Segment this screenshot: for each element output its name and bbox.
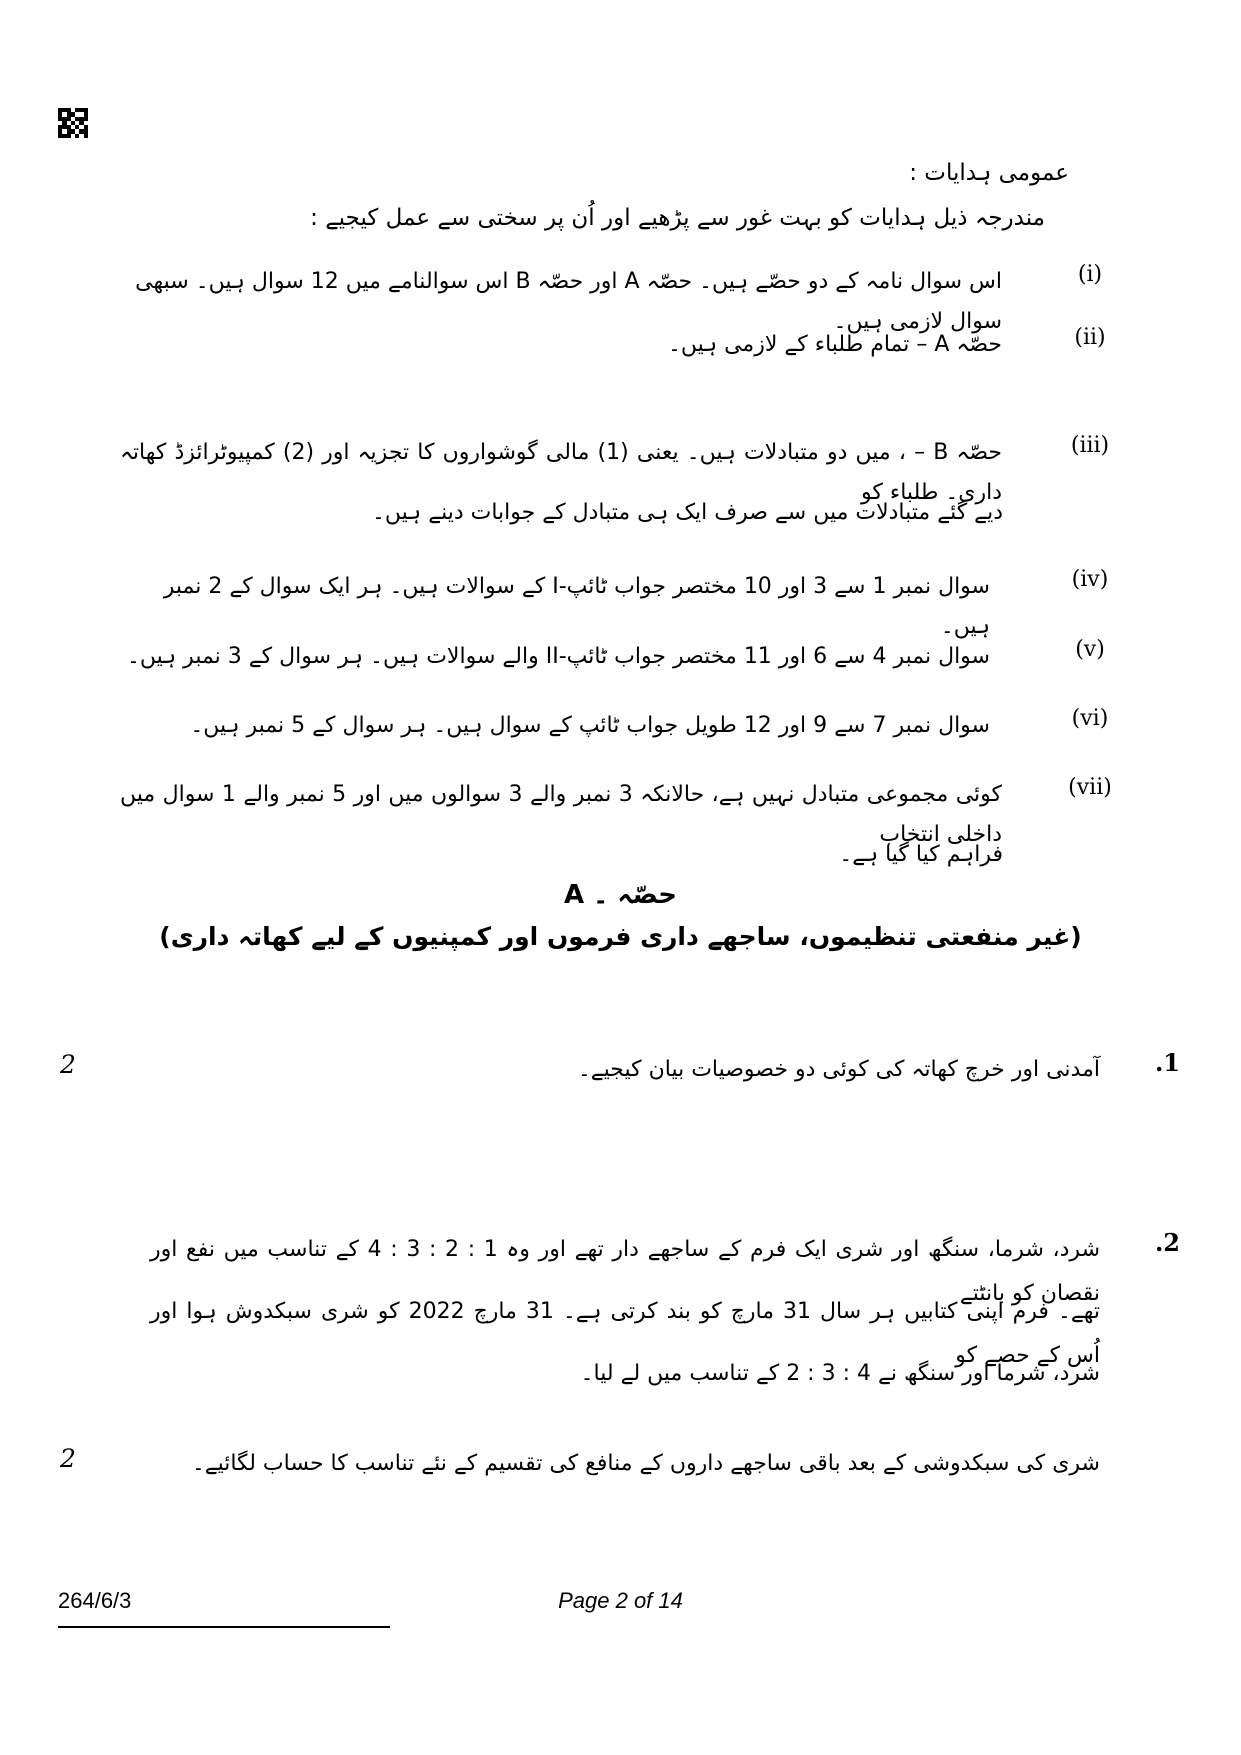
page-number: Page 2 of 14 (558, 1588, 683, 1613)
instruction-text: سوال نمبر 1 سے 3 اور 10 مختصر جواب ٹائپ-I کے سوالات ہیں۔ ہر ایک سوال کے 2 نمبر ہیں۔ (163, 574, 990, 639)
question-number: .2 (1154, 1228, 1180, 1257)
instruction-number: (vii) (1068, 775, 1112, 800)
question-2 (60, 1228, 1180, 1386)
question-text: آمدنی اور خرچ کھاتہ کی کوئی دو خصوصیات بیان کیجیے۔ (577, 1057, 1100, 1082)
instruction-item (120, 433, 1120, 505)
instruction-number: (v) (1075, 637, 1105, 662)
question-line: تھے۔ فرم اپنی کتابیں ہر سال 31 مارچ کو بند کرتی ہے۔ 31 مارچ 2022 کو شری سبکدوش ہوا اور اُس کے حصے کو (150, 1299, 1100, 1368)
question-marks: 2 (60, 1444, 76, 1473)
instruction-text: اس سوال نامہ کے دو حصّے ہیں۔ حصّہ A اور حصّہ B اس سوالنامے میں 12 سوال ہیں۔ سبھی سوال لازمی ہیں۔ (135, 269, 1002, 334)
footer-underline (58, 1626, 390, 1628)
qr-code-icon (58, 108, 88, 138)
instruction-item (120, 567, 1120, 639)
instructions-intro: مندرجہ ذیل ہدایات کو بہت غور سے پڑھیے اور اُن پر سختی سے عمل کیجیے : (310, 205, 1045, 231)
instruction-number: (i) (1077, 262, 1103, 287)
instruction-text: سوال نمبر 4 سے 6 اور 11 مختصر جواب ٹائپ-II والے سوالات ہیں۔ ہر سوال کے 3 نمبر ہیں۔ (127, 644, 990, 669)
instruction-number: (iv) (1071, 567, 1109, 592)
instruction-text: حصّہ B – ، میں دو متبادلات ہیں۔ یعنی (1) مالی گوشواروں کا تجزیہ اور (2) کمپیوٹرائزڈ کھاتہ داری۔ طلباء کو (120, 440, 1003, 505)
instructions-heading: عمومی ہدایات : (909, 160, 1069, 186)
question-line: شرد، شرما اور سنگھ نے 4 : 3 : 2 کے تناسب میں لے لیا۔ (580, 1361, 1100, 1386)
instruction-continuation: دیے گئے متبادلات میں سے صرف ایک ہی متبادل کے جوابات دینے ہیں۔ (372, 500, 1003, 525)
question-marks: 2 (60, 1050, 76, 1079)
section-subtitle: (غیر منفعتی تنظیموں، ساجھے داری فرموں اور کمپنیوں کے لیے کھاتہ داری) (159, 922, 1082, 951)
instruction-item (120, 775, 1120, 847)
instruction-item (120, 706, 1120, 746)
question-task: شری کی سبکدوشی کے بعد باقی ساجھے داروں کے منافع کی تقسیم کے نئے تناسب کا حساب لگائیے۔ (191, 1451, 1100, 1476)
question-line: شرد، شرما، سنگھ اور شری ایک فرم کے ساجھے دار تھے اور وہ 1 : 2 : 3 : 4 کے تناسب میں نفع اور نقصان کو بانٹتے (150, 1237, 1101, 1306)
instruction-text: حصّہ A – تمام طلباء کے لازمی ہیں۔ (667, 332, 1002, 357)
section-title: حصّہ ۔ A (563, 880, 678, 910)
instruction-continuation: فراہم کیا گیا ہے۔ (839, 842, 1003, 867)
instruction-text: کوئی مجموعی متبادل نہیں ہے، حالانکہ 3 نمبر والے 3 سوالوں میں اور 5 نمبر والے 1 سوال میں داخلی انتخاب (120, 782, 1002, 847)
paper-code: 264/6/3 (58, 1588, 132, 1613)
instruction-number: (vi) (1071, 706, 1109, 731)
instruction-number: (iii) (1070, 433, 1110, 458)
instruction-text: سوال نمبر 7 سے 9 اور 12 طویل جواب ٹائپ کے سوال ہیں۔ ہر سوال کے 5 نمبر ہیں۔ (190, 713, 990, 738)
instruction-item (120, 325, 1120, 365)
instruction-item (120, 637, 1120, 677)
question-number: .1 (1154, 1048, 1180, 1077)
instruction-number: (ii) (1074, 325, 1106, 350)
instruction-item (120, 262, 1120, 334)
